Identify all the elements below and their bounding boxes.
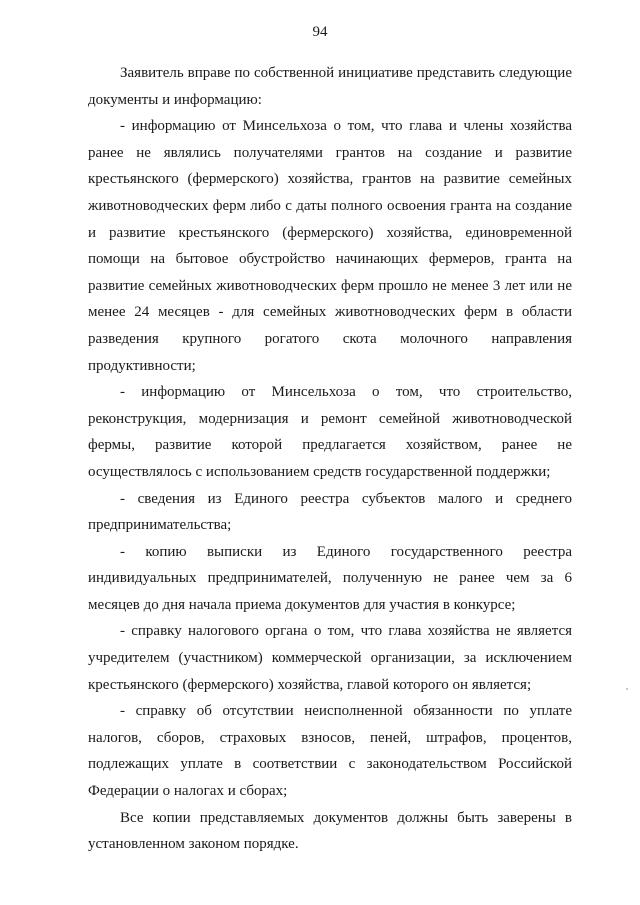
intro-paragraph: Заявитель вправе по собственной инициативе представить следующие документы и информацию:: [88, 65, 572, 108]
document-body: [88, 60, 572, 858]
list-item-tax-arrears-certificate: - справку об отсутствии неисполненной обязанности по уплате налогов, сборов, страховых взносов, пеней, штрафов, процентов, подлежащих уплате в соответствии с законодательством Российской Федерации о налогах и сборах;: [88, 703, 572, 800]
list-item-tax-authority-certificate: - справку налогового органа о том, что глава хозяйства не является учредителем (участником) коммерческой организации, за исключением крестьянского (фермерского) хозяйства, главой которого он является;: [88, 623, 572, 693]
closing-paragraph: Все копии представляемых документов должны быть заверены в установленном законом порядке.: [88, 809, 572, 853]
list-item-sme-registry: - сведения из Единого реестра субъектов малого и среднего предпринимательства;: [88, 490, 572, 534]
list-item-egrip-extract: - копию выписки из Единого государственного реестра индивидуальных предпринимателей, полученную не ранее чем за 6 месяцев до дня начала приема документов для участия в конкурсе;: [88, 543, 572, 613]
list-item-minselkhoz-grants: - информацию от Минсельхоза о том, что глава и члены хозяйства ранее не являлись получателями грантов на создание и развитие крестьянского (фермерского) хозяйства, грантов на развитие семейных животноводческих ферм либо с даты полного освоения гранта на создание и развитие крестьянского (фермерского) хозяйства, единовременной помощи на бытовое обустройство начинающих фермеров, гранта на развитие семейных животноводческих ферм прошло не менее 3 лет или не менее 24 месяцев - для семейных животноводческих ферм в области разведения крупного рогатого скота молочного направления продуктивности;: [88, 118, 572, 374]
scan-artifact-dot: [626, 688, 628, 690]
page-number: 94: [312, 24, 328, 40]
list-item-minselkhoz-construction: - информацию от Минсельхоза о том, что строительство, реконструкция, модернизация и ремонт семейной животноводческой фермы, развитие которой предлагается хозяйством, ранее не осуществлялось с использованием средств государственной поддержки;: [88, 384, 572, 480]
